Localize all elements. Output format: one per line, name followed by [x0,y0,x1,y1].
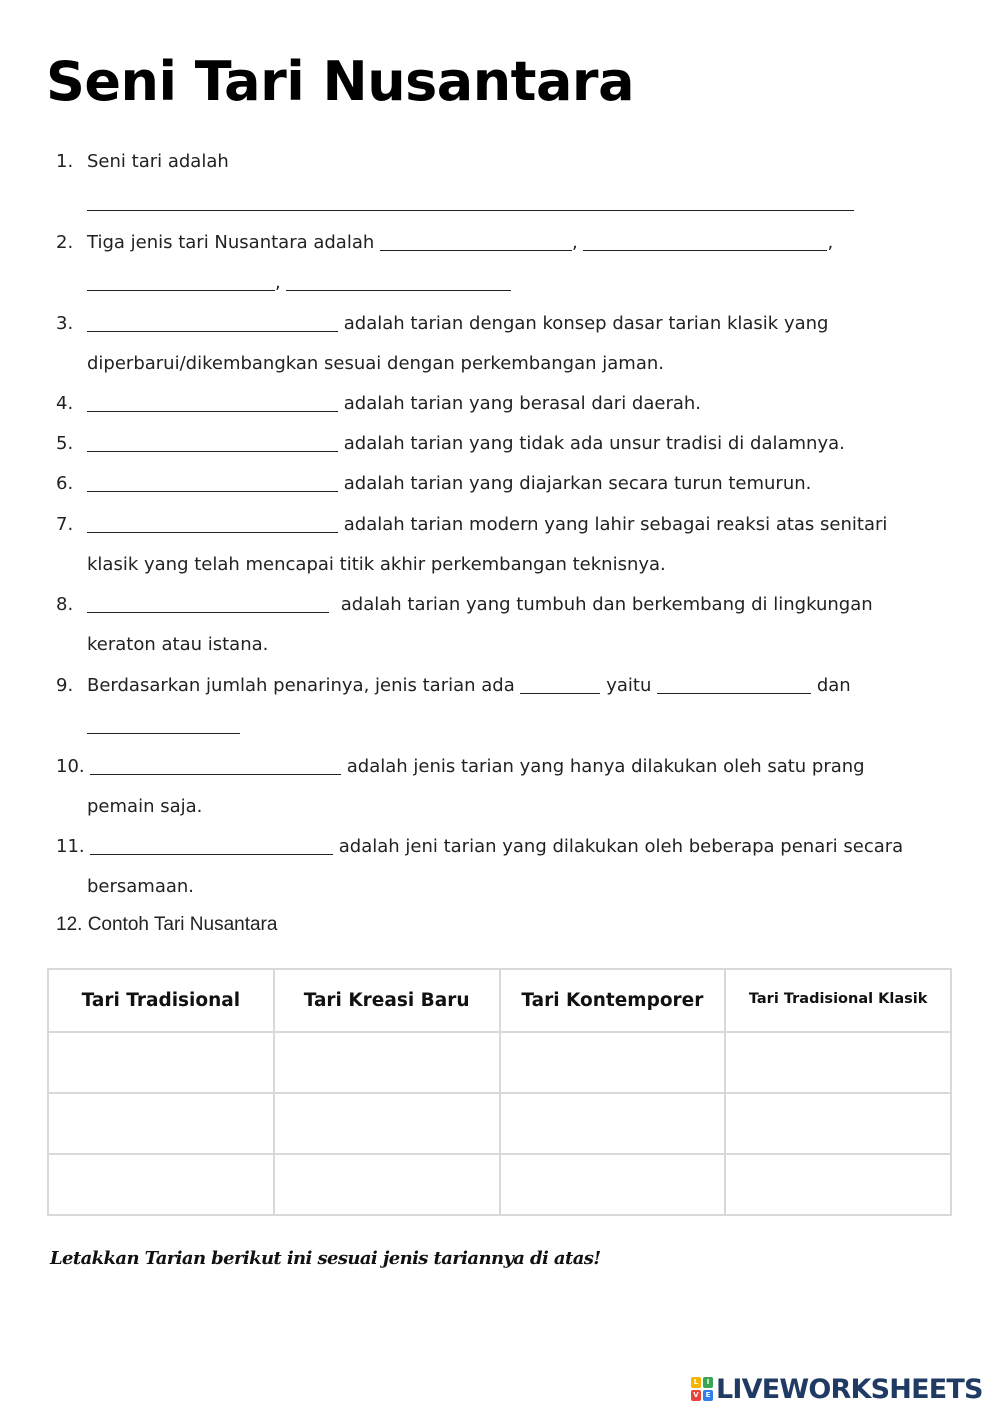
answer-blank[interactable] [87,611,329,613]
answer-blank[interactable] [87,450,338,452]
logo-letter: V [691,1390,701,1401]
drop-cell[interactable] [500,1093,726,1154]
drop-cell[interactable] [500,1032,726,1093]
liveworksheets-logo [691,1372,983,1406]
question-7 [56,505,936,586]
answer-blank[interactable] [583,249,827,251]
answer-blank[interactable] [286,289,511,291]
header-tari-kontemporer: Tari Kontemporer [500,969,726,1032]
question-6 [56,464,936,504]
instruction-text: Letakkan Tarian berikut ini sesuai jenis tariannya di atas! [50,1248,601,1269]
answer-blank[interactable] [90,773,341,775]
separator: , [275,272,281,294]
question-text: adalah jeni tarian yang dilakukan oleh beberapa penari secara [338,836,904,857]
answer-blank[interactable] [87,490,338,492]
table-row [48,1032,951,1093]
question-number: 4. [56,393,74,414]
answer-blank[interactable] [87,732,240,734]
logo-mark-icon [691,1377,713,1401]
drop-cell[interactable] [500,1154,726,1215]
drop-cell[interactable] [48,1093,274,1154]
answer-blank[interactable] [380,249,572,251]
question-number: 7. [56,514,74,535]
question-text: diperbarui/dikembangkan sesuai dengan perkembangan jaman. [87,353,664,375]
question-8 [56,585,936,666]
drop-cell[interactable] [725,1093,951,1154]
answer-blank[interactable] [87,410,338,412]
drop-cell[interactable] [274,1032,500,1093]
question-number: 11. [56,836,85,857]
header-tari-tradisional: Tari Tradisional [48,969,274,1032]
question-number: 6. [56,473,74,494]
question-text: pemain saja. [87,796,203,818]
question-12-label: 12. Contoh Tari Nusantara [56,914,278,935]
drop-cell[interactable] [48,1032,274,1093]
question-text: adalah tarian yang tumbuh dan berkembang di lingkungan [340,594,873,615]
question-number: 5. [56,433,74,454]
question-3 [56,304,936,385]
question-number: 2. [56,232,74,253]
page-title: Seni Tari Nusantara [46,50,635,113]
question-number: 9. [56,675,74,696]
question-10 [56,747,936,828]
separator: , [572,232,578,253]
question-4 [56,384,936,424]
answer-blank[interactable] [90,853,333,855]
header-tari-kreasi-baru: Tari Kreasi Baru [274,969,500,1032]
question-text: adalah tarian yang berasal dari daerah. [343,393,702,414]
table-row [48,1093,951,1154]
question-9 [56,666,936,747]
drop-cell[interactable] [725,1032,951,1093]
logo-letter: I [703,1377,713,1388]
question-text: adalah tarian yang tidak ada unsur tradisi di dalamnya. [343,433,845,454]
dance-types-table [47,968,952,1216]
question-text: adalah tarian yang diajarkan secara turun temurun. [343,473,812,494]
drop-cell[interactable] [48,1154,274,1215]
drop-cell[interactable] [274,1154,500,1215]
answer-blank[interactable] [520,692,600,694]
question-text: Tiga jenis tari Nusantara adalah [87,232,375,253]
question-text: yaitu [606,675,652,696]
question-5 [56,424,936,464]
logo-letter: L [691,1377,701,1388]
question-text: klasik yang telah mencapai titik akhir perkembangan teknisnya. [87,554,666,576]
question-text: keraton atau istana. [87,634,269,656]
logo-letter: E [703,1390,713,1401]
question-text: adalah jenis tarian yang hanya dilakukan oleh satu prang [346,756,865,777]
answer-blank[interactable] [87,184,854,211]
answer-blank[interactable] [657,692,811,694]
table-header-row [48,969,951,1032]
question-text: bersamaan. [87,876,195,898]
question-text: Berdasarkan jumlah penarinya, jenis tarian ada [87,675,515,696]
separator: , [827,232,834,253]
question-text: adalah tarian modern yang lahir sebagai reaksi atas senitari [343,514,888,535]
question-text: adalah tarian dengan konsep dasar tarian klasik yang [343,313,829,334]
question-2 [56,223,936,304]
question-number: 3. [56,313,74,334]
drop-cell[interactable] [725,1154,951,1215]
question-1 [56,142,936,211]
question-number: 8. [56,594,74,615]
question-text: Seni tari adalah [87,151,229,172]
question-text: dan [816,675,851,696]
question-number: 1. [56,151,74,172]
answer-blank[interactable] [87,289,275,291]
answer-blank[interactable] [87,531,338,533]
drop-cell[interactable] [274,1093,500,1154]
logo-text: LIVEWORKSHEETS [716,1373,983,1405]
answer-blank[interactable] [87,330,338,332]
question-number: 10. [56,756,85,777]
question-11 [56,827,936,908]
header-tari-tradisional-klasik: Tari Tradisional Klasik [725,969,951,1032]
table-row [48,1154,951,1215]
